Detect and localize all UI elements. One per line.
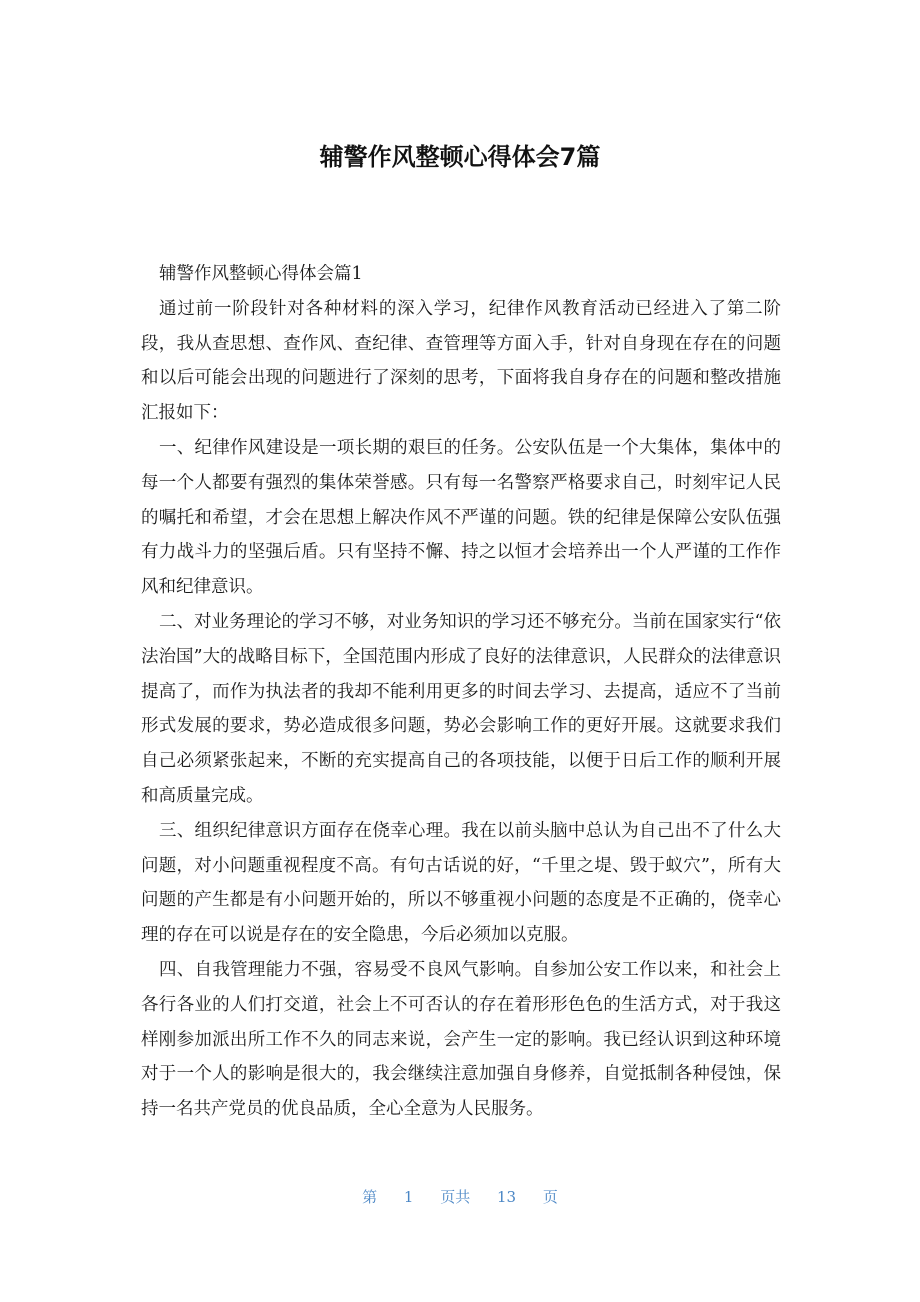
paragraph-point-1: 一、纪律作风建设是一项长期的艰巨的任务。公安队伍是一个大集体，集体中的每一个人都要有强烈的集体荣誉感。只有每一名警察严格要求自己，时刻牢记人民的嘱托和希望，才会在思想上解决作风不严谨的问题。铁的纪律是保障公安队伍强有力战斗力的坚强后盾。只有坚持不懈、持之以恒才会培养出一个人严谨的工作作风和纪律意识。: [141, 437, 781, 598]
paragraph-point-2: 二、对业务理论的学习不够，对业务知识的学习还不够充分。当前在国家实行“依法治国”大的战略目标下，全国范围内形成了良好的法律意识，人民群众的法律意识提高了，而作为执法者的我却不能利用更多的时间去学习、去提高，适应不了当前形式发展的要求，势必造成很多问题，势必会影响工作的更好开展。这就要求我们自己必须紧张起来，不断的充实提高自己的各项技能，以便于日后工作的顺利开展和高质量完成。: [141, 611, 781, 806]
footer-total-pages: 13: [497, 1188, 517, 1206]
paragraph-point-3: 三、组织纪律意识方面存在侥幸心理。我在以前头脑中总认为自己出不了什么大问题，对小问题重视程度不高。有句古话说的好，“千里之堤、毁于蚁穴”，所有大问题的产生都是有小问题开始的，所以不够重视小问题的态度是不正确的，侥幸心理的存在可以说是存在的安全隐患，今后必须加以克服。: [141, 820, 781, 946]
page-footer: [0, 1186, 920, 1208]
paragraph-point-4: 四、自我管理能力不强，容易受不良风气影响。自参加公安工作以来，和社会上各行各业的人们打交道，社会上不可否认的存在着形形色色的生活方式，对于我这样刚参加派出所工作不久的同志来说，会产生一定的影响。我已经认识到这种环境对于一个人的影响是很大的，我会继续注意加强自身修养，自觉抵制各种侵蚀，保持一名共产党员的优良品质，全心全意为人民服务。: [141, 959, 781, 1120]
footer-middle: 页共: [440, 1188, 471, 1206]
section-heading: 辅警作风整顿心得体会篇1: [159, 264, 363, 284]
document-body: [141, 257, 781, 1127]
paragraph-intro: 通过前一阶段针对各种材料的深入学习，纪律作风教育活动已经进入了第二阶段，我从查思想、查作风、查纪律、查管理等方面入手，针对自身现在存在的问题和以后可能会出现的问题进行了深刻的思考，下面将我自身存在的问题和整改措施汇报如下：: [141, 298, 781, 424]
footer-prefix: 第: [362, 1188, 378, 1206]
footer-page-number: 1: [403, 1188, 414, 1206]
document-title: 辅警作风整顿心得体会7篇: [319, 143, 601, 171]
footer-suffix: 页: [542, 1188, 558, 1206]
